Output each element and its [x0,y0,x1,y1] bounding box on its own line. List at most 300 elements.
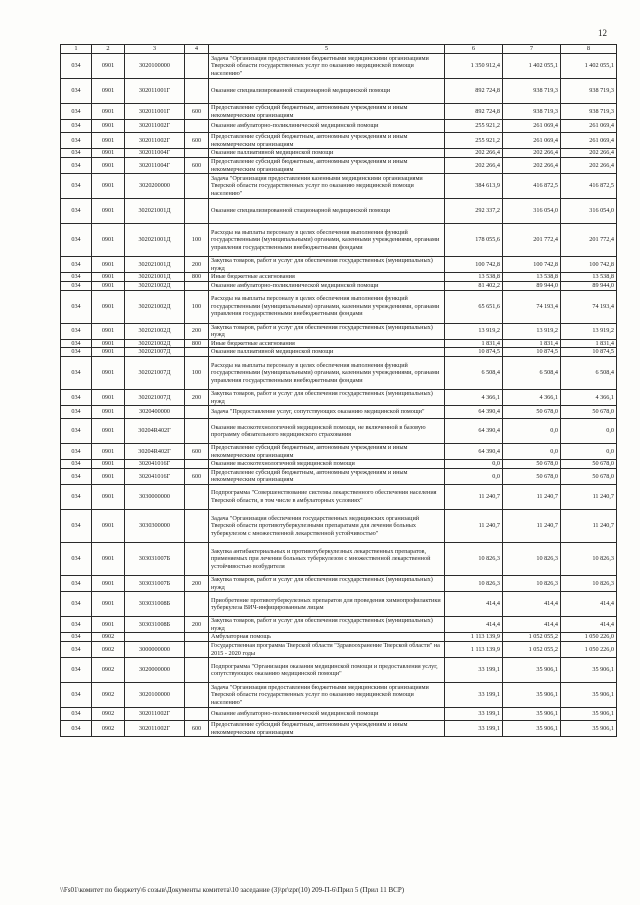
cell-target-article [125,633,185,642]
header-cell: 1 [61,45,92,54]
cell-expense-type [185,120,209,133]
cell-target-article: 302011002Г [125,721,185,737]
cell-amount-year3: 100 742,8 [561,257,617,273]
cell-amount-year1: 13 919,2 [445,323,503,339]
cell-expense-type [185,658,209,683]
cell-ministry-code: 034 [61,633,92,642]
cell-amount-year3: 50 678,0 [561,460,617,469]
cell-amount-year2: 201 772,4 [503,224,561,257]
cell-amount-year2: 10 826,3 [503,543,561,576]
cell-description: Задача "Организация предоставления бюджетными медицинскими организациями Тверской области государственных услуг по оказанию медицинской помощи населению" [209,54,445,79]
cell-amount-year2: 202 266,4 [503,149,561,158]
cell-target-article: 302021002Д [125,339,185,348]
page-number: 12 [598,28,607,38]
cell-amount-year1: 10 826,3 [445,543,503,576]
table-row [61,468,617,484]
cell-section-code: 0901 [92,174,125,199]
cell-target-article: 302041016Г [125,460,185,469]
cell-expense-type: 600 [185,104,209,120]
cell-section-code: 0902 [92,658,125,683]
cell-target-article: 302041016Г [125,468,185,484]
cell-amount-year2: 100 742,8 [503,257,561,273]
cell-expense-type: 800 [185,273,209,282]
cell-amount-year1: 11 240,7 [445,510,503,543]
cell-amount-year1: 292 337,2 [445,199,503,224]
cell-description: Предоставление субсидий бюджетным, автономным учреждениям и иным некоммерческим организациям [209,104,445,120]
cell-ministry-code: 034 [61,54,92,79]
cell-section-code: 0902 [92,633,125,642]
cell-expense-type: 200 [185,323,209,339]
table-row [61,323,617,339]
cell-expense-type: 600 [185,133,209,149]
cell-section-code: 0901 [92,54,125,79]
cell-target-article: 3000000000 [125,642,185,658]
cell-description: Предоставление субсидий бюджетным, автономным учреждениям и иным некоммерческим организациям [209,721,445,737]
cell-ministry-code: 034 [61,683,92,708]
cell-section-code: 0901 [92,576,125,592]
cell-amount-year2: 0,0 [503,419,561,444]
cell-ministry-code: 034 [61,257,92,273]
cell-target-article: 3030000000 [125,485,185,510]
cell-amount-year1: 64 390,4 [445,406,503,419]
cell-amount-year3: 1 050 226,0 [561,642,617,658]
table-row [61,281,617,290]
table-row [61,708,617,721]
cell-section-code: 0901 [92,444,125,460]
cell-amount-year2: 11 240,7 [503,485,561,510]
cell-amount-year3: 416 872,5 [561,174,617,199]
cell-expense-type [185,708,209,721]
cell-section-code: 0901 [92,224,125,257]
cell-amount-year3: 74 193,4 [561,290,617,323]
cell-expense-type [185,79,209,104]
cell-amount-year3: 11 240,7 [561,510,617,543]
cell-amount-year1: 414,4 [445,617,503,633]
cell-amount-year1: 33 199,1 [445,658,503,683]
cell-section-code: 0901 [92,389,125,405]
table-row [61,224,617,257]
cell-ministry-code: 034 [61,444,92,460]
cell-description: Подпрограмма "Организация оказания медицинской помощи и предоставления услуг, сопутствующих оказанию медицинской помощи" [209,658,445,683]
cell-amount-year3: 13 919,2 [561,323,617,339]
cell-description: Оказание амбулаторно-поликлинической медицинской помощи [209,281,445,290]
cell-target-article: 302021007Д [125,389,185,405]
table-row [61,460,617,469]
table-row [61,444,617,460]
cell-amount-year2: 414,4 [503,617,561,633]
cell-amount-year2: 938 719,3 [503,79,561,104]
cell-description: Предоставление субсидий бюджетным, автономным учреждениям и иным некоммерческим организациям [209,468,445,484]
cell-amount-year1: 0,0 [445,460,503,469]
cell-amount-year1: 1 831,4 [445,339,503,348]
cell-target-article: 302011004Г [125,157,185,173]
cell-description: Предоставление субсидий бюджетным, автономным учреждениям и иным некоммерческим организациям [209,133,445,149]
cell-amount-year1: 64 390,4 [445,444,503,460]
table-row [61,133,617,149]
cell-amount-year2: 4 366,1 [503,389,561,405]
cell-amount-year3: 0,0 [561,419,617,444]
cell-expense-type: 600 [185,721,209,737]
cell-amount-year2: 1 402 055,1 [503,54,561,79]
cell-target-article: 302011002Г [125,708,185,721]
cell-section-code: 0901 [92,120,125,133]
cell-section-code: 0902 [92,721,125,737]
cell-description: Предоставление субсидий бюджетным, автономным учреждениям и иным некоммерческим организациям [209,444,445,460]
cell-amount-year2: 261 069,4 [503,133,561,149]
cell-amount-year3: 1 402 055,1 [561,54,617,79]
cell-amount-year1: 13 538,8 [445,273,503,282]
cell-amount-year1: 1 350 912,4 [445,54,503,79]
cell-ministry-code: 034 [61,510,92,543]
cell-description: Оказание высокотехнологичной медицинской помощи, не включенной в базовую программу обязательного медицинского страхования [209,419,445,444]
table-row [61,683,617,708]
table-row [61,642,617,658]
cell-section-code: 0901 [92,79,125,104]
cell-description: Государственная программа Тверской области "Здравоохранение Тверской области" на 2015 - 2020 годы [209,642,445,658]
table-row [61,576,617,592]
cell-target-article: 302011002Г [125,133,185,149]
table-body [61,54,617,737]
table-row [61,348,617,357]
cell-amount-year3: 89 944,0 [561,281,617,290]
cell-amount-year3: 4 366,1 [561,389,617,405]
cell-ministry-code: 034 [61,339,92,348]
cell-target-article: 302011002Г [125,120,185,133]
table-row [61,54,617,79]
cell-section-code: 0901 [92,199,125,224]
cell-expense-type: 600 [185,468,209,484]
cell-ministry-code: 034 [61,406,92,419]
cell-target-article: 302021001Д [125,273,185,282]
cell-target-article: 302021002Д [125,290,185,323]
header-cell: 2 [92,45,125,54]
cell-ministry-code: 034 [61,120,92,133]
table-row [61,104,617,120]
cell-amount-year2: 316 054,0 [503,199,561,224]
cell-target-article: 302021001Д [125,224,185,257]
cell-ministry-code: 034 [61,356,92,389]
cell-ministry-code: 034 [61,460,92,469]
cell-target-article: 302021002Д [125,281,185,290]
cell-amount-year1: 33 199,1 [445,708,503,721]
header-cell: 6 [445,45,503,54]
cell-amount-year2: 50 678,0 [503,468,561,484]
budget-table [60,44,617,737]
table-row [61,721,617,737]
footer-file-path: \\Fs01\комитет по бюджету\6 созыв\Документы комитета\10 заседание (3)\pr\zpr(10) 209-П-6\Прил 5 (Прил 11 ВСР) [60,886,405,894]
table-row [61,290,617,323]
cell-target-article: 303031008Б [125,617,185,633]
header-cell: 7 [503,45,561,54]
cell-section-code: 0901 [92,468,125,484]
cell-ministry-code: 034 [61,543,92,576]
cell-ministry-code: 034 [61,149,92,158]
cell-target-article: 302021001Д [125,257,185,273]
cell-section-code: 0901 [92,257,125,273]
cell-description: Расходы на выплаты персоналу в целях обеспечения выполнения функций государственными (муниципальными) органами, казенными учреждениями, органами управления государственными внебюджетными фондами [209,356,445,389]
cell-target-article: 3020100000 [125,54,185,79]
cell-amount-year2: 6 508,4 [503,356,561,389]
cell-description: Приобретение противотуберкулезных препаратов для проведения химиопрофилактики туберкулеза ВИЧ-инфицированным лицам [209,592,445,617]
cell-amount-year3: 35 906,1 [561,658,617,683]
cell-amount-year3: 13 538,8 [561,273,617,282]
table-row [61,510,617,543]
cell-amount-year2: 50 678,0 [503,460,561,469]
table-row [61,120,617,133]
header-cell: 8 [561,45,617,54]
cell-section-code: 0901 [92,356,125,389]
table-row [61,273,617,282]
cell-amount-year3: 10 826,3 [561,576,617,592]
cell-target-article: 30204R402Г [125,419,185,444]
cell-target-article: 302011001Г [125,79,185,104]
cell-description: Оказание паллиативной медицинской помощи [209,348,445,357]
table-row [61,79,617,104]
table-row [61,389,617,405]
cell-description: Оказание амбулаторно-поликлинической медицинской помощи [209,708,445,721]
cell-ministry-code: 034 [61,281,92,290]
cell-expense-type [185,348,209,357]
cell-amount-year1: 202 266,4 [445,157,503,173]
cell-ministry-code: 034 [61,617,92,633]
cell-amount-year2: 938 719,3 [503,104,561,120]
cell-amount-year1: 0,0 [445,468,503,484]
cell-amount-year1: 178 055,6 [445,224,503,257]
cell-section-code: 0901 [92,104,125,120]
cell-amount-year1: 100 742,8 [445,257,503,273]
cell-expense-type: 200 [185,257,209,273]
table-row [61,485,617,510]
cell-target-article: 303031007Б [125,576,185,592]
cell-section-code: 0901 [92,348,125,357]
cell-ministry-code: 034 [61,133,92,149]
cell-amount-year2: 10 874,5 [503,348,561,357]
cell-description: Задача "Организация предоставления казенными медицинскими организациями Тверской области государственных услуг по оказанию медицинской помощи населению" [209,174,445,199]
cell-amount-year3: 35 906,1 [561,708,617,721]
cell-target-article: 302011004Г [125,149,185,158]
cell-section-code: 0901 [92,323,125,339]
cell-amount-year3: 201 772,4 [561,224,617,257]
cell-amount-year3: 938 719,3 [561,79,617,104]
cell-section-code: 0901 [92,617,125,633]
cell-amount-year3: 261 069,4 [561,120,617,133]
cell-expense-type [185,633,209,642]
header-row [61,45,617,54]
cell-ministry-code: 034 [61,224,92,257]
cell-amount-year1: 6 508,4 [445,356,503,389]
header-cell: 4 [185,45,209,54]
cell-amount-year1: 4 366,1 [445,389,503,405]
cell-expense-type [185,54,209,79]
cell-expense-type [185,642,209,658]
cell-section-code: 0901 [92,510,125,543]
cell-amount-year1: 65 651,6 [445,290,503,323]
cell-description: Закупка антибактериальных и противотуберкулезных лекарственных препаратов, применяемых при лечении больных туберкулезом с множественной лекарственной устойчивостью возбудителя [209,543,445,576]
cell-ministry-code: 034 [61,174,92,199]
header-cell: 5 [209,45,445,54]
cell-amount-year3: 35 906,1 [561,683,617,708]
cell-amount-year3: 11 240,7 [561,485,617,510]
cell-amount-year2: 1 052 055,2 [503,633,561,642]
cell-amount-year2: 74 193,4 [503,290,561,323]
cell-section-code: 0902 [92,683,125,708]
cell-ministry-code: 034 [61,642,92,658]
cell-expense-type: 100 [185,290,209,323]
cell-description: Оказание высокотехнологичной медицинской помощи [209,460,445,469]
cell-target-article: 3020400000 [125,406,185,419]
cell-ministry-code: 034 [61,658,92,683]
cell-expense-type: 100 [185,356,209,389]
cell-expense-type: 600 [185,444,209,460]
cell-target-article: 303031008Б [125,592,185,617]
cell-amount-year3: 10 826,3 [561,543,617,576]
cell-section-code: 0901 [92,419,125,444]
cell-ministry-code: 034 [61,721,92,737]
cell-amount-year1: 10 826,3 [445,576,503,592]
cell-amount-year1: 414,4 [445,592,503,617]
cell-expense-type [185,419,209,444]
cell-amount-year1: 11 240,7 [445,485,503,510]
cell-amount-year3: 1 050 226,0 [561,633,617,642]
cell-target-article: 302021001Д [125,199,185,224]
cell-target-article: 302021002Д [125,323,185,339]
cell-description: Подпрограмма "Совершенствование системы лекарственного обеспечения населения Тверской области, в том числе в амбулаторных условиях" [209,485,445,510]
cell-amount-year3: 35 906,1 [561,721,617,737]
table-row [61,257,617,273]
cell-ministry-code: 034 [61,348,92,357]
cell-amount-year1: 384 613,9 [445,174,503,199]
cell-amount-year3: 261 069,4 [561,133,617,149]
cell-description: Оказание амбулаторно-поликлинической медицинской помощи [209,120,445,133]
cell-section-code: 0901 [92,592,125,617]
cell-amount-year3: 0,0 [561,444,617,460]
cell-section-code: 0902 [92,708,125,721]
cell-description: Задача "Предоставление услуг, сопутствующих оказанию медицинской помощи" [209,406,445,419]
cell-description: Закупка товаров, работ и услуг для обеспечения государственных (муниципальных) нужд [209,323,445,339]
cell-amount-year1: 1 113 139,9 [445,642,503,658]
table-row [61,199,617,224]
cell-amount-year3: 50 678,0 [561,468,617,484]
cell-amount-year1: 255 921,2 [445,133,503,149]
cell-description: Амбулаторная помощь [209,633,445,642]
cell-target-article: 3020200000 [125,174,185,199]
cell-amount-year3: 10 874,5 [561,348,617,357]
cell-section-code: 0901 [92,281,125,290]
cell-ministry-code: 034 [61,323,92,339]
cell-amount-year2: 261 069,4 [503,120,561,133]
cell-target-article: 3020100000 [125,683,185,708]
cell-amount-year3: 938 719,3 [561,104,617,120]
cell-ministry-code: 034 [61,104,92,120]
cell-amount-year2: 416 872,5 [503,174,561,199]
cell-description: Оказание специализированной стационарной медицинской помощи [209,199,445,224]
table-row [61,356,617,389]
cell-expense-type [185,149,209,158]
table-row [61,633,617,642]
cell-amount-year1: 64 390,4 [445,419,503,444]
cell-section-code: 0901 [92,273,125,282]
table-row [61,592,617,617]
cell-description: Закупка товаров, работ и услуг для обеспечения государственных (муниципальных) нужд [209,389,445,405]
cell-amount-year2: 202 266,4 [503,157,561,173]
cell-section-code: 0901 [92,339,125,348]
cell-amount-year1: 202 266,4 [445,149,503,158]
cell-amount-year1: 33 199,1 [445,721,503,737]
table-row [61,149,617,158]
cell-description: Закупка товаров, работ и услуг для обеспечения государственных (муниципальных) нужд [209,617,445,633]
table-row [61,157,617,173]
cell-amount-year2: 50 678,0 [503,406,561,419]
cell-section-code: 0902 [92,642,125,658]
cell-ministry-code: 034 [61,290,92,323]
cell-amount-year1: 892 724,8 [445,79,503,104]
cell-expense-type: 800 [185,339,209,348]
cell-section-code: 0901 [92,290,125,323]
cell-expense-type [185,406,209,419]
cell-amount-year3: 202 266,4 [561,157,617,173]
cell-amount-year2: 1 831,4 [503,339,561,348]
table-row [61,658,617,683]
header-cell: 3 [125,45,185,54]
cell-description: Предоставление субсидий бюджетным, автономным учреждениям и иным некоммерческим организациям [209,157,445,173]
cell-description: Задача "Организация предоставления бюджетными медицинскими организациями Тверской области государственных услуг по оказанию медицинской помощи населению" [209,683,445,708]
cell-description: Расходы на выплаты персоналу в целях обеспечения выполнения функций государственными (муниципальными) органами, казенными учреждениями, органами управления государственными внебюджетными фондами [209,290,445,323]
cell-amount-year1: 892 724,8 [445,104,503,120]
cell-amount-year1: 1 113 139,9 [445,633,503,642]
cell-description: Закупка товаров, работ и услуг для обеспечения государственных (муниципальных) нужд [209,576,445,592]
cell-expense-type [185,460,209,469]
cell-amount-year2: 35 906,1 [503,683,561,708]
table-row [61,339,617,348]
cell-ministry-code: 034 [61,468,92,484]
cell-amount-year3: 316 054,0 [561,199,617,224]
cell-ministry-code: 034 [61,485,92,510]
cell-amount-year2: 13 538,8 [503,273,561,282]
cell-amount-year2: 89 944,0 [503,281,561,290]
cell-amount-year2: 0,0 [503,444,561,460]
cell-expense-type: 200 [185,389,209,405]
cell-section-code: 0901 [92,485,125,510]
cell-description: Оказание паллиативной медицинской помощи [209,149,445,158]
cell-expense-type [185,543,209,576]
table-row [61,406,617,419]
cell-target-article: 302021007Д [125,356,185,389]
cell-amount-year1: 10 874,5 [445,348,503,357]
cell-target-article: 302011001Г [125,104,185,120]
table-row [61,419,617,444]
cell-amount-year3: 414,4 [561,617,617,633]
cell-section-code: 0901 [92,157,125,173]
cell-ministry-code: 034 [61,79,92,104]
cell-amount-year2: 11 240,7 [503,510,561,543]
cell-amount-year2: 35 906,1 [503,658,561,683]
cell-amount-year3: 202 266,4 [561,149,617,158]
cell-ministry-code: 034 [61,708,92,721]
cell-description: Расходы на выплаты персоналу в целях обеспечения выполнения функций государственными (муниципальными) органами, казенными учреждениями, органами управления государственными внебюджетными фондами [209,224,445,257]
cell-target-article: 3020000000 [125,658,185,683]
cell-amount-year3: 1 831,4 [561,339,617,348]
cell-description: Закупка товаров, работ и услуг для обеспечения государственных (муниципальных) нужд [209,257,445,273]
cell-expense-type [185,199,209,224]
cell-ministry-code: 034 [61,157,92,173]
cell-target-article: 302021007Д [125,348,185,357]
cell-expense-type: 600 [185,157,209,173]
cell-expense-type: 100 [185,224,209,257]
cell-section-code: 0901 [92,133,125,149]
cell-description: Оказание специализированной стационарной медицинской помощи [209,79,445,104]
cell-ministry-code: 034 [61,273,92,282]
cell-ministry-code: 034 [61,576,92,592]
